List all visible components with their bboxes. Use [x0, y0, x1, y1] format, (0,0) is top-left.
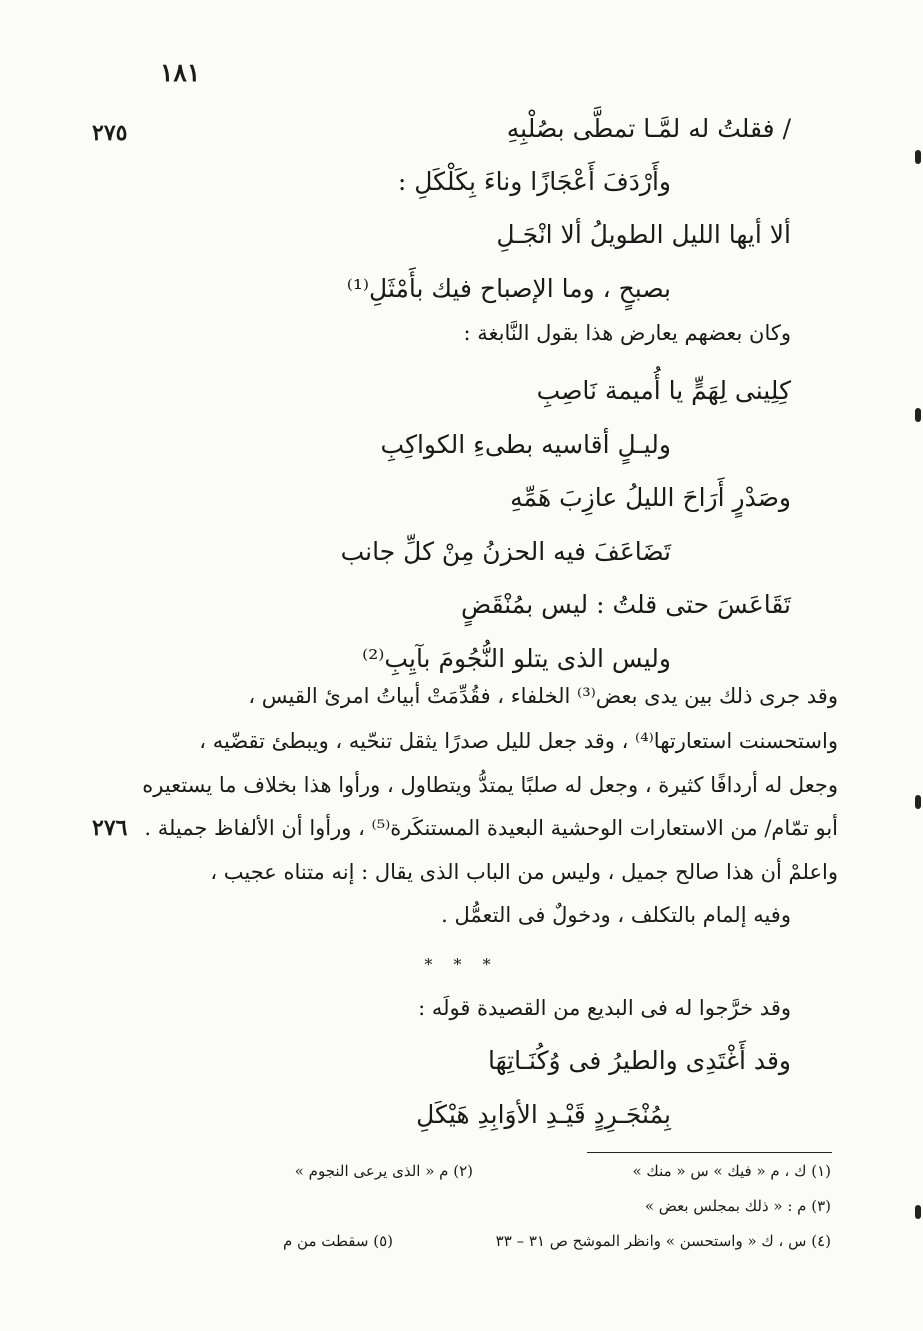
verse-line: / فقلتُ له لمَّـا تمطَّى بصُلْبِهِ: [506, 114, 791, 143]
margin-number: ٢٧٦: [92, 815, 128, 841]
prose-line: وقد جرى ذلك بين يدى بعض⁽³⁾ الخلفاء ، فقُدِّمَتْ أبياتُ امرئ القيس ،: [248, 684, 838, 708]
prose-line: أبو تمّام/ من الاستعارات الوحشية البعيدة المستنكَرة⁽⁵⁾ ، ورأوا أن الألفاظ جميلة .: [144, 816, 838, 840]
verse-line: ألا أيها الليل الطويلُ ألا انْجَـلِ: [496, 220, 791, 249]
footnote: (٣) م : « ذلك بمجلس بعض »: [644, 1197, 831, 1215]
prose-line: وجعل له أردافًا كثيرة ، وجعل له صلبًا يمتدُّ ويتطاول ، ورأوا هذا بخلاف ما يستعيره: [142, 773, 838, 797]
page-number: ١٨١: [160, 58, 201, 87]
prose-line: واعلمْ أن هذا صالح جميل ، وليس من الباب الذى يقال : إنه متناه عجيب ،: [210, 860, 838, 884]
scan-edge-mark: [915, 795, 921, 809]
footnote: (٢) م « الذى يرعى النجوم »: [294, 1162, 473, 1180]
footnote: (٥) سقطت من م: [282, 1232, 393, 1250]
verse-line: وقد أَغْتَدِى والطيرُ فى وُكُنَـاتِهَا: [487, 1046, 791, 1075]
footnote-rule: [587, 1152, 832, 1153]
scan-edge-mark: [915, 150, 921, 164]
intro-line: وقد خرَّجوا له فى البديع من القصيدة قولَه :: [418, 996, 791, 1020]
scan-edge-mark: [915, 408, 921, 422]
verse-line: تَقَاعَسَ حتى قلتُ : ليس بمُنْقَضٍ: [460, 590, 791, 619]
verse-line: بِمُنْجَـرِدٍ قَيْـدِ الأوَابِدِ هَيْكَلِ: [416, 1100, 671, 1129]
prose-line: واستحسنت استعارتها⁽⁴⁾ ، وقد جعل لليل صدرًا يثقل تنحّيه ، ويبطئ تقضّيه ،: [199, 729, 838, 753]
verse-line: وليس الذى يتلو النُّجُومَ بآيِبِ⁽²⁾: [362, 644, 671, 673]
verse-line: كِلِينى لِهَمٍّ يا أُميمة نَاصِبِ: [536, 376, 791, 405]
footnote: (٤) س ، ك « واستحسن » وانظر الموشح ص ٣١ – ٣٣: [495, 1232, 831, 1250]
section-separator: * * *: [424, 955, 499, 974]
margin-number: ٢٧٥: [92, 120, 128, 146]
scan-edge-mark: [915, 1205, 921, 1219]
verse-line: وليـلٍ أقاسيه بطىءِ الكواكِبِ: [380, 430, 671, 459]
verse-line: بصبحٍ ، وما الإصباح فيك بأَمْثَلِ⁽¹⁾: [346, 274, 671, 303]
intro-line: وكان بعضهم يعارض هذا بقول النَّابغة :: [463, 321, 791, 345]
prose-line: وفيه إلمام بالتكلف ، ودخولٌ فى التعمُّل .: [441, 903, 791, 927]
footnote: (١) ك ، م « فيك » س « منك »: [632, 1162, 831, 1180]
verse-line: تَضَاعَفَ فيه الحزنُ مِنْ كلِّ جانب: [340, 537, 671, 566]
verse-line: وصَدْرٍ أَرَاحَ الليلُ عازِبَ هَمِّهِ: [510, 483, 791, 512]
verse-line: وأَرْدَفَ أَعْجَازًا وناءَ بِكَلْكَلِ :: [397, 167, 671, 196]
